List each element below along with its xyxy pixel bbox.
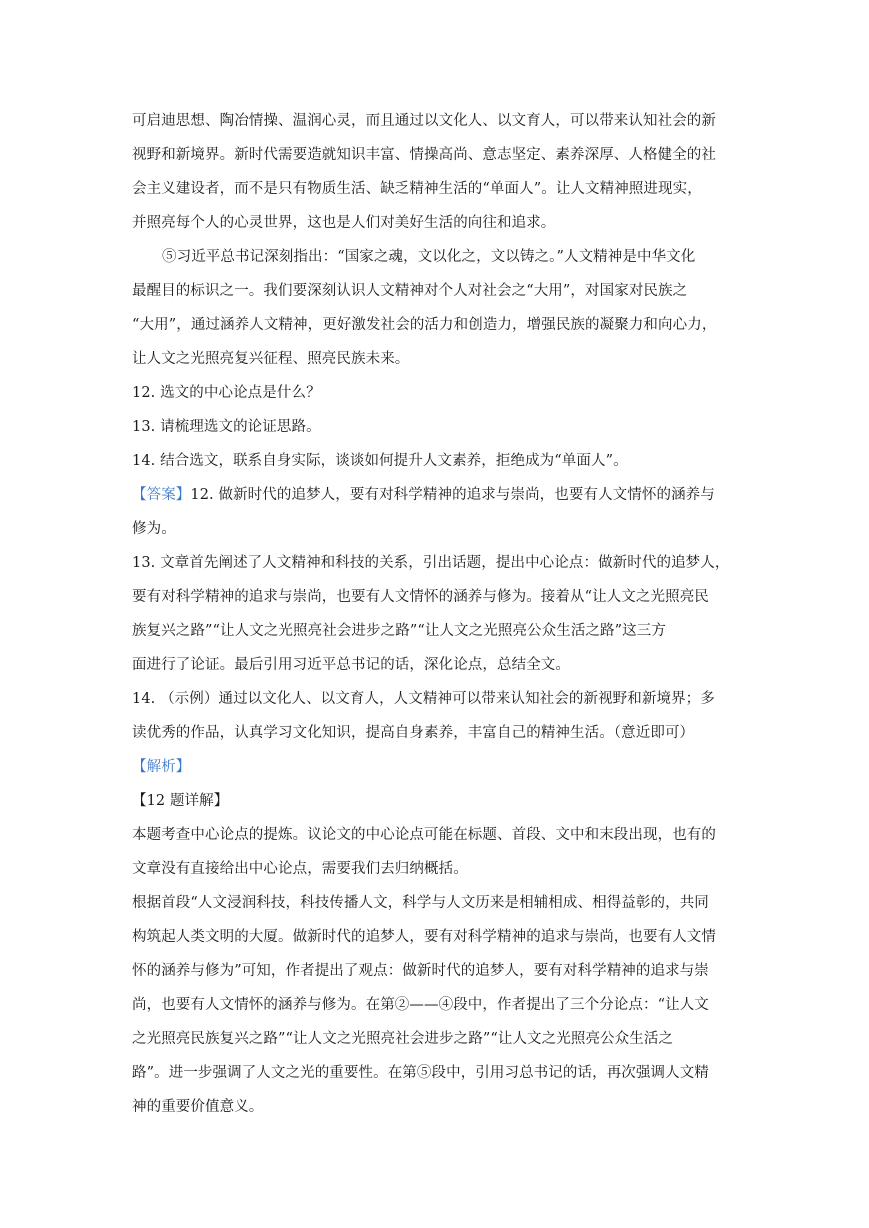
passage-paragraph-4 bbox=[132, 104, 742, 240]
text-line: 根据首段“人文浸润科技，科技传播人文，科学与人文历来是相辅相成、相得益彰的，共同 bbox=[132, 895, 709, 911]
text-line: 构筑起人类文明的大厦。做新时代的追梦人，要有对科学精神的追求与崇尚，也要有人文情 bbox=[132, 929, 716, 945]
question-12: 12. 选文的中心论点是什么？ bbox=[132, 385, 321, 401]
text-line: ⑤习近平总书记深刻指出：“国家之魂，文以化之，文以铸之。”人文精神是中华文化 bbox=[162, 249, 696, 265]
detail-12-heading: 【12 题详解】 bbox=[132, 793, 229, 809]
passage-paragraph-5 bbox=[132, 240, 742, 376]
text-line: 文章没有直接给出中心论点，需要我们去归纳概括。 bbox=[132, 861, 468, 877]
text-line: 本题考查中心论点的提炼。议论文的中心论点可能在标题、首段、文中和末段出现，也有的 bbox=[132, 827, 716, 843]
answer-12-text: 12. 做新时代的追梦人，要有对科学精神的追求与崇尚，也要有人文情怀的涵养与 bbox=[190, 487, 715, 503]
text-line: 神的重要价值意义。 bbox=[132, 1099, 264, 1115]
answer-12-line bbox=[132, 478, 742, 512]
analysis-tag: 【解析】 bbox=[132, 759, 191, 775]
analysis-section bbox=[132, 750, 742, 1124]
text-line: 视野和新境界。新时代需要造就知识丰富、情操高尚、意志坚定、素养深厚、人格健全的社 bbox=[132, 147, 716, 163]
answer-section bbox=[132, 478, 742, 750]
question-14: 14. 结合选文，联系自身实际，谈谈如何提升人文素养，拒绝成为“单面人”。 bbox=[132, 453, 628, 469]
text-line: 让人文之光照亮复兴征程、照亮民族未来。 bbox=[132, 351, 410, 367]
text-line: 要有对科学精神的追求与崇尚，也要有人文情怀的涵养与修为。接着从“让人文之光照亮民 bbox=[132, 589, 709, 605]
text-line: 读优秀的作品，认真学习文化知识，提高自身素养，丰富自己的精神生活。（意近即可） bbox=[132, 725, 695, 741]
text-line: 族复兴之路”“让人文之光照亮社会进步之路”“让人文之光照亮公众生活之路”这三方 bbox=[132, 623, 666, 639]
text-line: 13. 文章首先阐述了人文精神和科技的关系，引出话题，提出中心论点：做新时代的追梦人， bbox=[132, 555, 730, 571]
text-line: 14. （示例）通过以文化人、以文育人，人文精神可以带来认知社会的新视野和新境界；多 bbox=[132, 691, 715, 707]
question-13: 13. 请梳理选文的论证思路。 bbox=[132, 419, 321, 435]
text-line: 可启迪思想、陶冶情操、温润心灵，而且通过以文化人、以文育人，可以带来认知社会的新 bbox=[132, 113, 716, 129]
text-line: 路”。进一步强调了人文之光的重要性。在第⑤段中，引用习总书记的话，再次强调人文精 bbox=[132, 1065, 709, 1081]
document-body bbox=[132, 104, 742, 1124]
text-line: 最醒目的标识之一。我们要深刻认识人文精神对个人对社会之“大用”，对国家对民族之 bbox=[132, 283, 688, 299]
text-line: 并照亮每个人的心灵世界，这也是人们对美好生活的向往和追求。 bbox=[132, 215, 556, 231]
text-line: 怀的涵养与修为”可知，作者提出了观点：做新时代的追梦人，要有对科学精神的追求与崇 bbox=[132, 963, 709, 979]
text-line: 面进行了论证。最后引用习近平总书记的话，深化论点，总结全文。 bbox=[132, 657, 570, 673]
questions bbox=[132, 376, 742, 478]
answer-tag: 【答案】 bbox=[132, 487, 191, 503]
text-line: 修为。 bbox=[132, 521, 176, 537]
text-line: 之光照亮民族复兴之路”“让人文之光照亮社会进步之路”“让人文之光照亮公众生活之 bbox=[132, 1031, 674, 1047]
text-line: “大用”，通过涵养人文精神，更好激发社会的活力和创造力，增强民族的凝聚力和向心力， bbox=[132, 317, 717, 333]
text-line: 尚，也要有人文情怀的涵养与修为。在第②——④段中，作者提出了三个分论点：“让人文 bbox=[132, 997, 709, 1013]
text-line: 会主义建设者，而不是只有物质生活、缺乏精神生活的“单面人”。让人文精神照进现实， bbox=[132, 181, 702, 197]
